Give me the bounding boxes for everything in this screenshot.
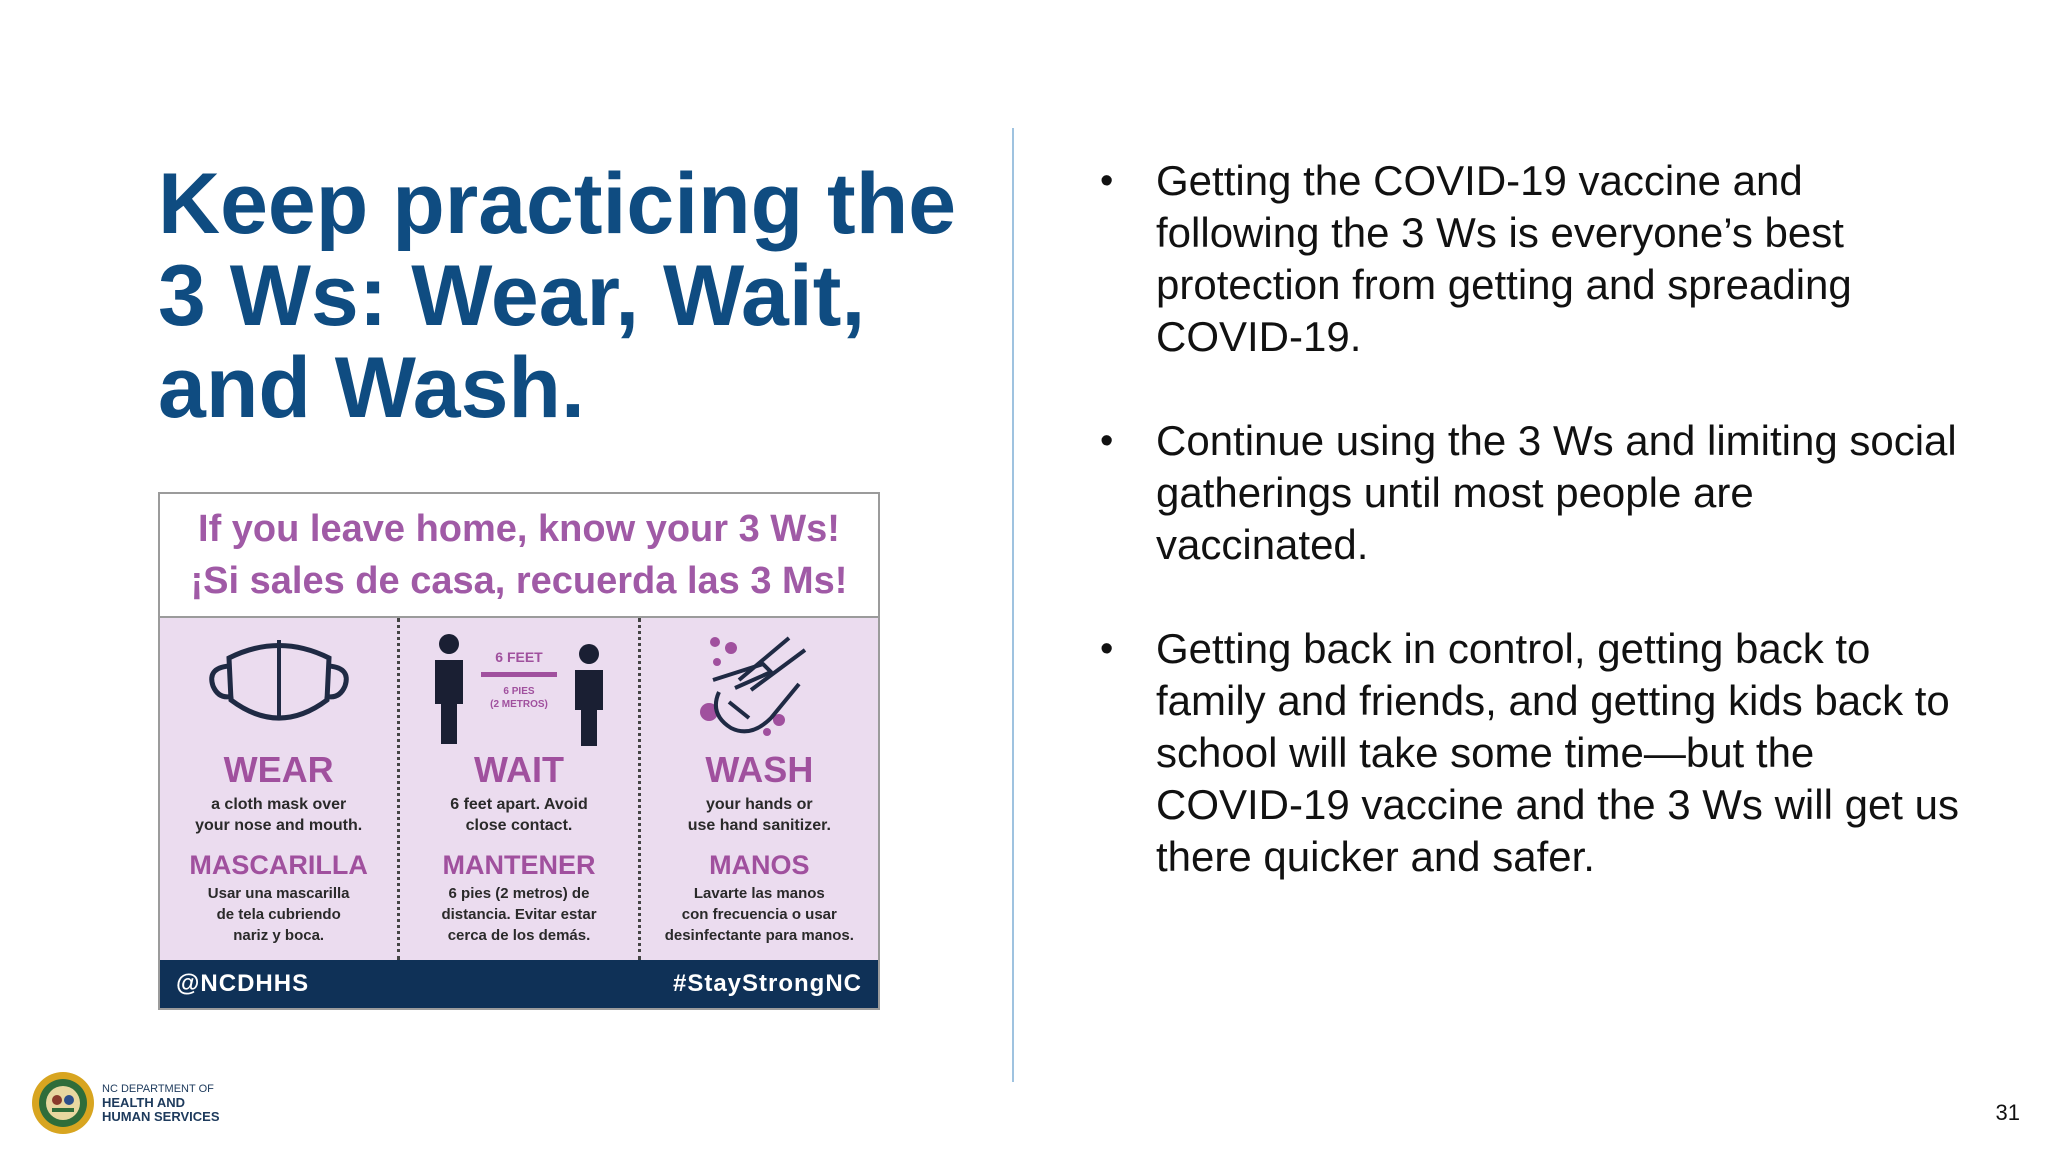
poster-headline-en: If you leave home, know your 3 Ws! [198, 508, 840, 550]
manos-description [647, 883, 872, 946]
wait-description [408, 794, 629, 836]
bullet-text: Getting back in control, getting back to family and friends, and getting kids back to school will take some time—but the COVID-19 vaccine and the 3 Ws will get us there quicker and safer. [1156, 625, 1960, 880]
wait-desc-line: close contact. [465, 817, 573, 834]
poster-headline [160, 494, 878, 618]
mascarilla-desc-line: Usar una mascarilla [207, 885, 350, 902]
poster-column-wash [638, 618, 878, 960]
mantener-desc-line: cerca de los demás. [447, 927, 591, 944]
wait-heading: WAIT [474, 749, 564, 790]
footer-handle: @NCDHHS [176, 970, 310, 997]
logo-line: HUMAN SERVICES [102, 1109, 220, 1124]
mantener-heading: MANTENER [442, 850, 596, 880]
wash-heading: WASH [705, 749, 814, 790]
distance-label: 6 FEET [495, 649, 543, 665]
state-seal-icon [30, 1070, 96, 1136]
wash-desc-line: use hand sanitizer. [687, 817, 831, 834]
poster-column-wear [160, 618, 397, 960]
logo-line: NC DEPARTMENT OF [102, 1083, 214, 1095]
wear-desc-line: a cloth mask over [211, 796, 347, 813]
bullet-list [1090, 155, 1970, 935]
three-ws-poster [158, 492, 880, 1010]
bullet-item [1090, 623, 1970, 883]
wait-desc-line: 6 feet apart. Avoid [450, 796, 588, 813]
distance-people-icon [419, 628, 619, 748]
ncdhhs-logo [30, 1070, 240, 1136]
bullet-item [1090, 415, 1970, 571]
mascarilla-heading: MASCARILLA [189, 850, 368, 880]
poster-column-wait [397, 618, 637, 960]
logo-line: HEALTH AND [102, 1095, 186, 1110]
wear-heading: WEAR [223, 749, 334, 790]
bullet-text: Getting the COVID-19 vaccine and following the 3 Ws is everyone’s best protection from getting and spreading COVID-19. [1156, 157, 1852, 360]
manos-desc-line: Lavarte las manos [693, 885, 825, 902]
distance-es-meters: (2 METROS) [490, 699, 548, 710]
bullet-dot: • [1100, 628, 1114, 670]
page-number: 31 [1995, 1100, 2020, 1125]
mask-icon [199, 628, 359, 738]
wash-desc-line: your hands or [705, 796, 813, 813]
manos-desc-line: con frecuencia o usar [681, 906, 837, 923]
bullet-dot: • [1100, 160, 1114, 202]
manos-heading: MANOS [709, 850, 810, 880]
mascarilla-desc-line: de tela cubriendo [216, 906, 341, 923]
handwash-icon [679, 628, 839, 748]
poster-footer [160, 960, 878, 1008]
column-divider [1012, 128, 1014, 1082]
mascarilla-desc-line: nariz y boca. [233, 927, 325, 944]
title-line-2: 3 Ws: Wear, Wait, [158, 248, 866, 344]
logo-wordmark [102, 1082, 220, 1124]
wear-desc-line: your nose and mouth. [195, 817, 363, 834]
title-line-3: and Wash. [158, 340, 585, 436]
poster-headline-es: ¡Si sales de casa, recuerda las 3 Ms! [190, 560, 848, 602]
distance-es-label: 6 PIES [503, 686, 535, 697]
bullet-item [1090, 155, 1970, 363]
mantener-desc-line: 6 pies (2 metros) de [448, 885, 590, 902]
bullet-text: Continue using the 3 Ws and limiting social gatherings until most people are vaccinated. [1156, 417, 1957, 568]
title-line-1: Keep practicing the [158, 156, 957, 252]
wash-description [649, 794, 870, 836]
manos-desc-line: desinfectante para manos. [664, 927, 854, 944]
mantener-desc-line: distancia. Evitar estar [441, 906, 597, 923]
slide-title [158, 158, 988, 434]
bullet-dot: • [1100, 420, 1114, 462]
wear-description [168, 794, 389, 836]
poster-columns [160, 618, 878, 960]
mascarilla-description [166, 883, 391, 946]
mantener-description [406, 883, 631, 946]
footer-hashtag: #StayStrongNC [672, 970, 862, 997]
